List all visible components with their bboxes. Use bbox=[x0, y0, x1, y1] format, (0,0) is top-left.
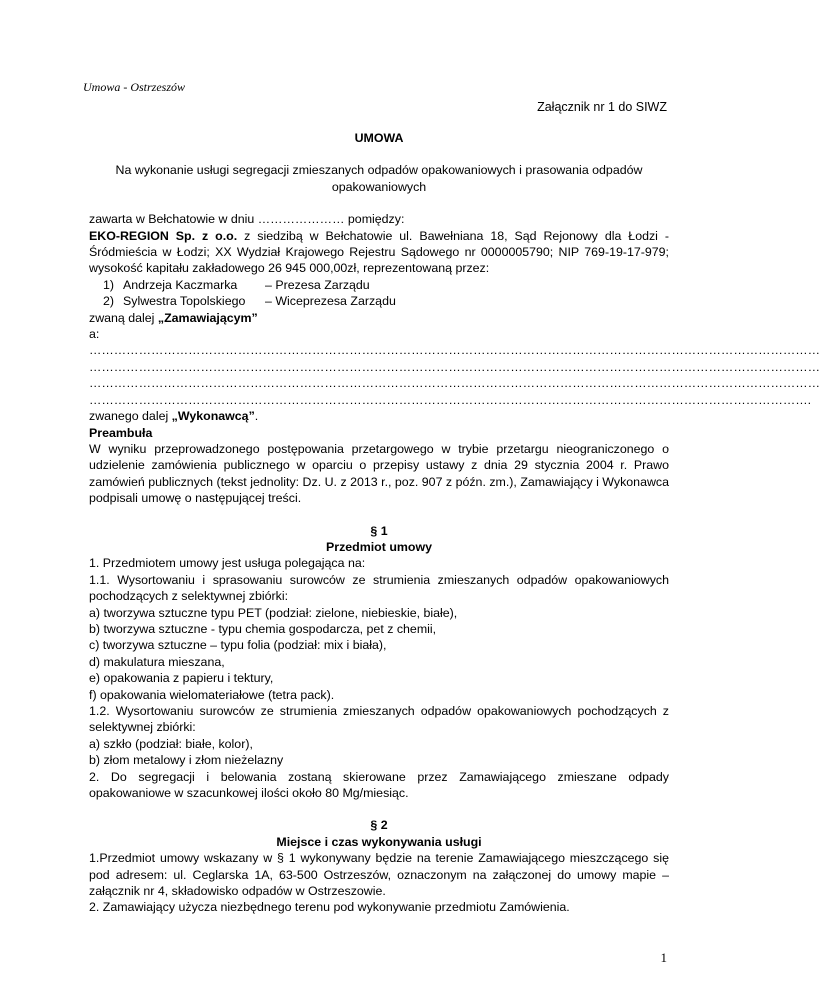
section-line: d) makulatura mieszana, bbox=[89, 654, 225, 669]
spacer bbox=[89, 507, 669, 523]
blank-line: …………………………………………………………………………………………………………………………………………………………… bbox=[89, 376, 820, 391]
page-number: 1 bbox=[660, 950, 667, 965]
party-details: z siedzibą w Bełchatowie ul. Bawełniana 18, Sąd Rejonowy dla Łodzi - Śródmieścia w Łodzi; XX Wydział Krajowego Rejestru Sądowego nr 0000005790; NIP 769-19-17-979; wysokość kapitału zakładowego 26 945 000,00zł, reprezentowaną przez: bbox=[89, 228, 669, 276]
section-line: b) tworzywa sztuczne - typu chemia gospodarcza, pet z chemii, bbox=[89, 621, 437, 636]
party-name: EKO-REGION Sp. z o.o. bbox=[89, 228, 238, 243]
blank-line: …………………………………………………………………………………………………………………………………………………………… bbox=[89, 359, 820, 374]
representative-name: Sylwestra Topolskiego bbox=[123, 294, 246, 309]
list-number: 2) bbox=[103, 294, 115, 309]
section-line: f) opakowania wielomateriałowe (tetra pack). bbox=[89, 687, 335, 702]
concluded-line: zawarta w Bełchatowie w dniu ………………… pomiędzy: bbox=[89, 212, 405, 227]
section-heading: Miejsce i czas wykonywania usługi bbox=[276, 834, 482, 849]
contractor-prefix: zwanego dalej bbox=[89, 409, 172, 424]
blank-line: …………………………………………………………………………………………………………………………………………………………. bbox=[89, 392, 812, 407]
and-line: a: bbox=[89, 327, 100, 342]
called-prefix: zwaną dalej bbox=[89, 310, 158, 325]
representative-role: – Wiceprezesa Zarządu bbox=[265, 294, 396, 309]
section-line: 2. Do segregacji i belowania zostaną skierowane przez Zamawiającego zmieszane odpady opakowaniowe w szacunkowej ilości około 80 Mg/miesiąc. bbox=[89, 769, 669, 801]
contractor-name: „Wykonawcą” bbox=[171, 409, 255, 424]
section-line: 1.2. Wysortowaniu surowców ze strumienia zmieszanych odpadów opakowaniowych pochodzących z selektywnej zbiórki: bbox=[89, 704, 669, 735]
list-number: 1) bbox=[103, 277, 115, 292]
party-paragraph bbox=[89, 228, 669, 277]
section-line: a) tworzywa sztuczne typu PET (podział: zielone, niebieskie, białe), bbox=[89, 605, 458, 620]
contractor-line bbox=[89, 408, 669, 424]
section-line: 2. Zamawiający użycza niezbędnego terenu pod wykonywanie przedmiotu Zamówienia. bbox=[89, 900, 570, 915]
representative-name: Andrzeja Kaczmarka bbox=[123, 277, 238, 292]
section-line: 1.1. Wysortowaniu i sprasowaniu surowców ze strumienia zmieszanych odpadów opakowaniowych pochodzących z selektywnej zbiórki: bbox=[89, 572, 669, 604]
section-number: § 1 bbox=[370, 523, 388, 538]
representative-item bbox=[89, 277, 669, 293]
section-line: b) złom metalowy i złom nieżelazny bbox=[89, 753, 284, 768]
representative-role: – Prezesa Zarządu bbox=[265, 277, 370, 292]
section-line: e) opakowania z papieru i tektury, bbox=[89, 671, 274, 686]
preamble-text: W wyniku przeprowadzonego postępowania przetargowego w trybie przetargu nieograniczonego o udzielenie zamówienia publicznego w oparciu o przepisy ustawy z dnia 29 stycznia 2004 r. Prawo zamówień publicznych (tekst jednolity: Dz. U. z 2013 r., poz. 907 z późn. zm.), Zamawiający i Wykonawca podpisali umowę o następującej treści. bbox=[89, 441, 669, 506]
spacer bbox=[89, 801, 669, 817]
document-subtitle: Na wykonanie usługi segregacji zmieszanych odpadów opakowaniowych i prasowania odpadów opakowaniowych bbox=[115, 163, 643, 194]
called-name: „Zamawiającym” bbox=[157, 310, 258, 325]
section-number: § 2 bbox=[370, 818, 388, 833]
preamble-heading: Preambuła bbox=[89, 425, 153, 440]
section-heading: Przedmiot umowy bbox=[325, 539, 433, 554]
blank-line: …………………………………………………………………………………………………………………………………………………………… bbox=[89, 343, 820, 358]
contract-body bbox=[89, 130, 820, 916]
document-title: UMOWA bbox=[354, 131, 404, 145]
running-title: Umowa - Ostrzeszów bbox=[83, 80, 186, 94]
representative-item bbox=[89, 293, 669, 309]
called-line bbox=[89, 310, 669, 326]
contractor-suffix: . bbox=[254, 409, 259, 424]
section-line: c) tworzywa sztuczne – typu folia (podział: mix i biała), bbox=[89, 638, 387, 653]
section-line: 1. Przedmiotem umowy jest usługa polegająca na: bbox=[89, 556, 366, 571]
attachment-label: Załącznik nr 1 do SIWZ bbox=[537, 100, 667, 114]
section-line: 1.Przedmiot umowy wskazany w § 1 wykonywany będzie na terenie Zamawiającego mieszczącego się pod adresem: ul. Ceglarska 1A, 63-500 Ostrzeszów, oznaczonym na załączonej do umowy mapie – załącznik nr 4, składowisko odpadów w Ostrzeszowie. bbox=[89, 851, 669, 899]
section-line: a) szkło (podział: białe, kolor), bbox=[89, 736, 253, 751]
